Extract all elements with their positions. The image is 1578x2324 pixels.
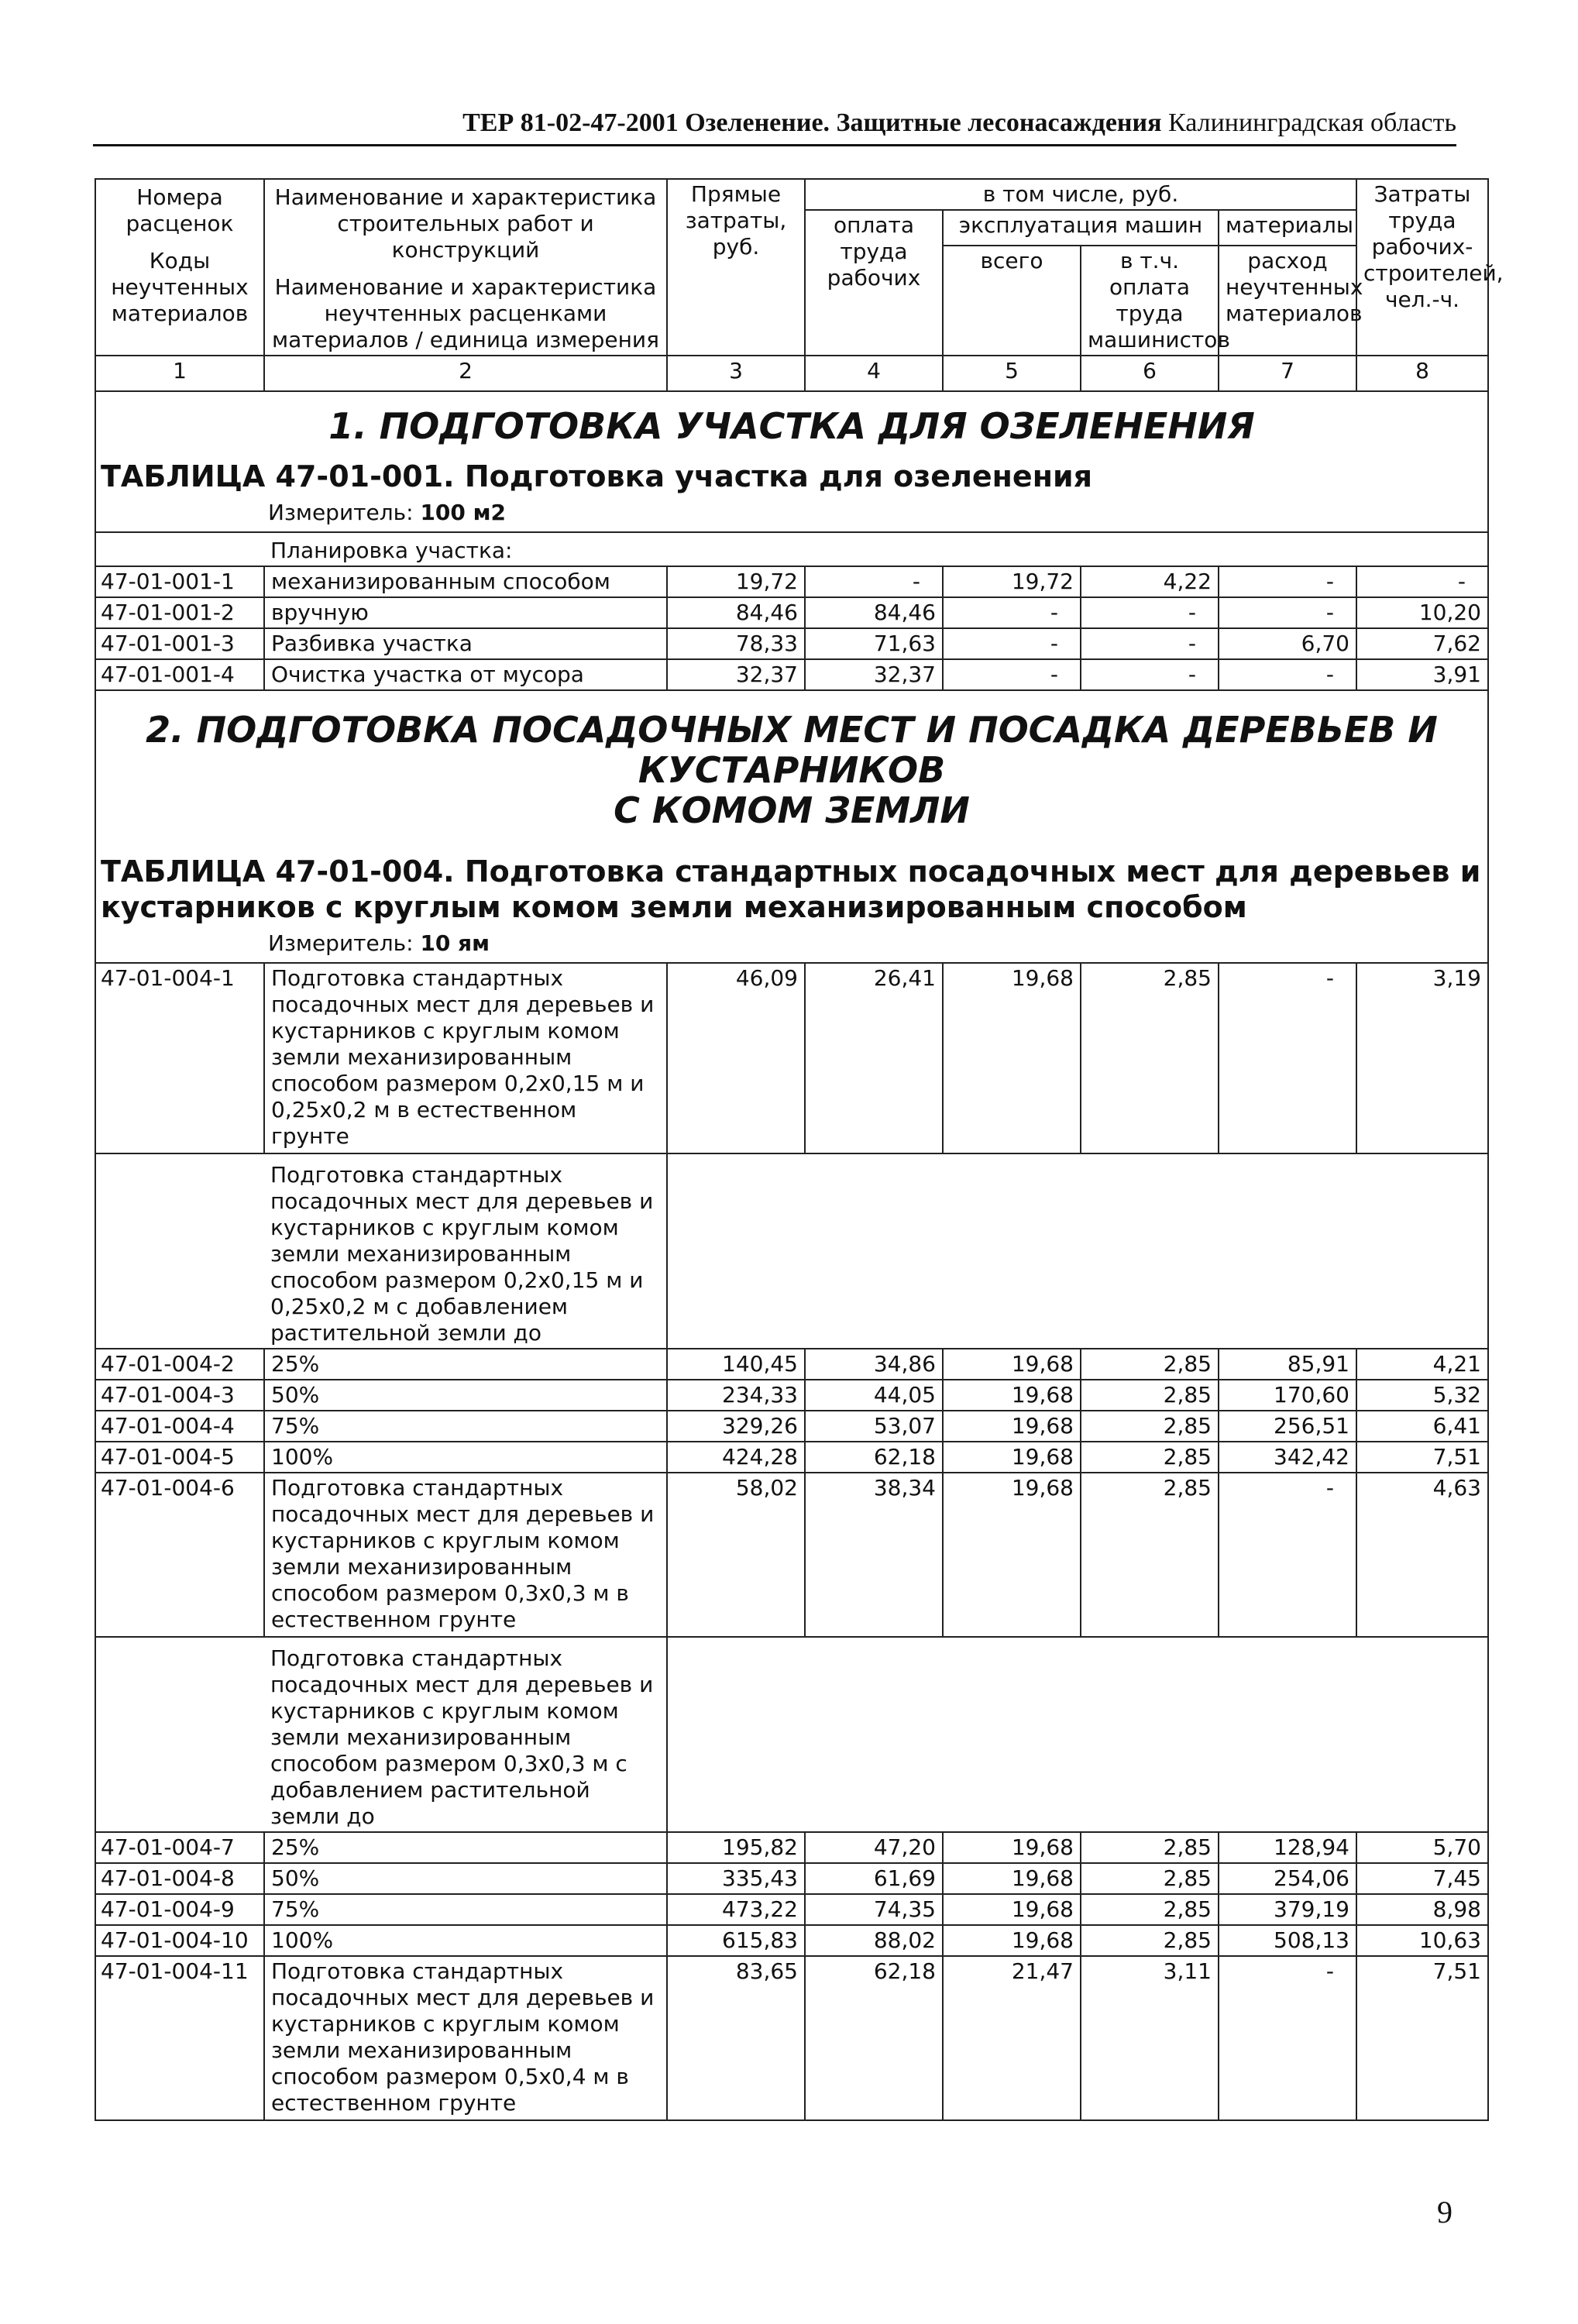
group-label: Подготовка стандартных посадочных мест для деревьев и кустарников с круглым комом земли механизированным способом размером 0,2x0,15 м и 0,25x0,2 м с добавлением растительной земли до	[264, 1153, 667, 1349]
table-row: 47-01-001-2 вручную 84,46 84,46 - - - 10,20	[95, 597, 1488, 628]
col1-header: Номера расценок Коды неучтенных материалов	[95, 179, 264, 356]
table-47-01-001-title: ТАБЛИЦА 47-01-001. Подготовка участка для озеленения	[101, 459, 1092, 493]
col3-header: Прямые затраты, руб.	[667, 179, 805, 356]
column-numbers-row: 1 2 3 4 5 6 7 8	[95, 356, 1488, 391]
table-row: 47-01-004-2 25% 140,45 34,86 19,68 2,85 85,91 4,21	[95, 1349, 1488, 1380]
table-row: 47-01-004-7 25% 195,82 47,20 19,68 2,85 128,94 5,70	[95, 1832, 1488, 1863]
table-row: 47-01-004-10 100% 615,83 88,02 19,68 2,85 508,13 10,63	[95, 1925, 1488, 1956]
section1-heading-row	[95, 391, 1488, 532]
col6-header: в т.ч. оплата труда машинистов	[1081, 246, 1219, 356]
table-row: 47-01-004-8 50% 335,43 61,69 19,68 2,85 254,06 7,45	[95, 1863, 1488, 1894]
machines-header: эксплуатация машин	[943, 210, 1219, 246]
table-row: 47-01-004-5 100% 424,28 62,18 19,68 2,85 342,42 7,51	[95, 1442, 1488, 1473]
region-name: Калининградская область	[1168, 108, 1456, 137]
group-label: Планировка участка:	[264, 532, 1488, 566]
col4-header: оплата труда рабочих	[805, 210, 943, 356]
document-code: ТЕР 81-02-47-2001 Озеленение. Защитные лесонасаждения	[462, 108, 1162, 137]
group-row	[95, 1637, 1488, 1832]
table-row: 47-01-004-6 Подготовка стандартных посадочных мест для деревьев и кустарников с круглым комом земли механизированным способом размером 0,3x0,3 м в естественном грунте 58,02 38,34 19,68 2,85 - 4,63	[95, 1473, 1488, 1637]
col5-header: всего	[943, 246, 1081, 356]
rates-table	[95, 178, 1504, 2121]
table-row: 47-01-004-9 75% 473,22 74,35 19,68 2,85 379,19 8,98	[95, 1894, 1488, 1925]
group-label: Подготовка стандартных посадочных мест для деревьев и кустарников с круглым комом земли механизированным способом размером 0,3x0,3 м с добавлением растительной земли до	[264, 1637, 667, 1832]
table-row: 47-01-004-11 Подготовка стандартных посадочных мест для деревьев и кустарников с круглым комом земли механизированным способом размером 0,5x0,4 м в естественном грунте 83,65 62,18 21,47 3,11 - 7,51	[95, 1956, 1488, 2120]
group-row	[95, 1153, 1488, 1349]
table-row: 47-01-001-4 Очистка участка от мусора 32,37 32,37 - - - 3,91	[95, 659, 1488, 690]
group-row	[95, 532, 1488, 566]
section2-title: 2. ПОДГОТОВКА ПОСАДОЧНЫХ МЕСТ И ПОСАДКА ДЕРЕВЬЕВ И КУСТАРНИКОВ С КОМОМ ЗЕМЛИ	[146, 709, 1438, 831]
table-47-01-004-title: ТАБЛИЦА 47-01-004. Подготовка стандартных посадочных мест для деревьев и кустарников с круглым комом земли механизированным способом	[101, 854, 1481, 924]
header-row-1	[95, 179, 1488, 210]
table-row: 47-01-001-1 механизированным способом 19,72 - 19,72 4,22 - -	[95, 566, 1488, 597]
running-header	[93, 107, 1456, 146]
table-row: 47-01-004-3 50% 234,33 44,05 19,68 2,85 170,60 5,32	[95, 1380, 1488, 1411]
section2-meter: Измеритель: 10 ям	[268, 930, 490, 956]
table-row: 47-01-004-4 75% 329,26 53,07 19,68 2,85 256,51 6,41	[95, 1411, 1488, 1442]
section2-heading-row	[95, 690, 1488, 963]
section1-title: 1. ПОДГОТОВКА УЧАСТКА ДЛЯ ОЗЕЛЕНЕНИЯ	[328, 405, 1255, 447]
col2-header: Наименование и характеристика строительных работ и конструкций Наименование и характеристика неучтенных расценками материалов / единица измерения	[264, 179, 667, 356]
materials-header: материалы	[1219, 210, 1356, 246]
section1-meter: Измеритель: 100 м2	[268, 500, 507, 525]
page-number: 9	[1437, 2195, 1453, 2229]
col8-header: Затраты труда рабочих-строителей, чел.-ч.	[1356, 179, 1488, 356]
table-row: 47-01-004-1 Подготовка стандартных посадочных мест для деревьев и кустарников с круглым комом земли механизированным способом размером 0,2x0,15 м и 0,25x0,2 м в естественном грунте 46,09 26,41 19,68 2,85 - 3,19	[95, 963, 1488, 1153]
col7-header: расход неучтенных материалов	[1219, 246, 1356, 356]
table-row: 47-01-001-3 Разбивка участка 78,33 71,63 - - 6,70 7,62	[95, 628, 1488, 659]
included-header: в том числе, руб.	[805, 179, 1356, 210]
